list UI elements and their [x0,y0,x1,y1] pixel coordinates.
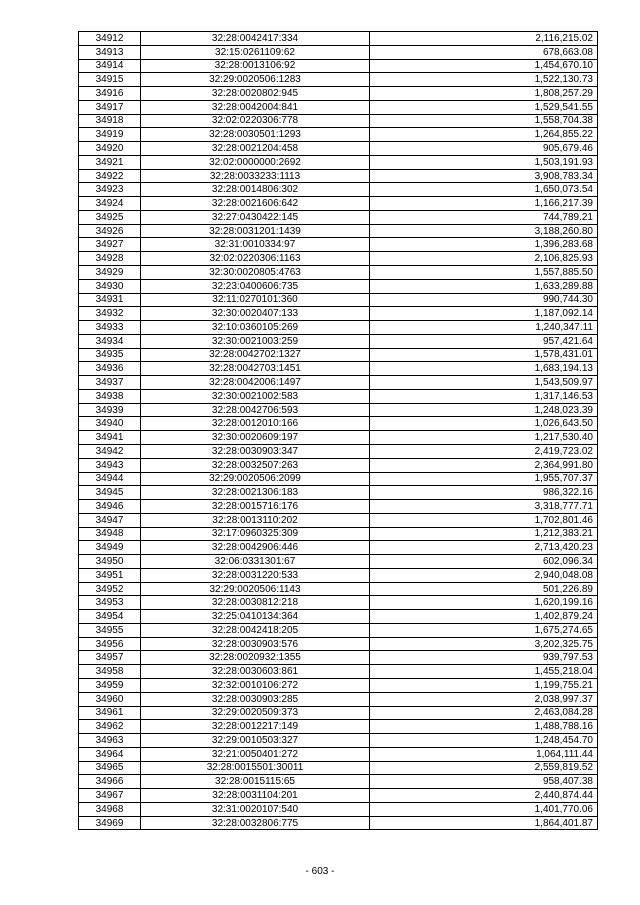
amount-cell: 1,401,770.06 [370,802,598,816]
amount-cell: 1,955,707.37 [370,472,598,486]
amount-cell: 678,663.08 [370,45,598,59]
amount-cell: 1,064,111.44 [370,747,598,761]
amount-cell: 1,240,347.11 [370,321,598,335]
amount-cell: 1,864,401.87 [370,816,598,830]
cadastral-number-cell: 32:30:0020609:197 [141,431,370,445]
amount-cell: 2,419,723.02 [370,444,598,458]
row-id-cell: 34958 [79,665,141,679]
cadastral-number-cell: 32:28:0033233:1113 [141,169,370,183]
table-row [79,279,598,293]
amount-cell: 3,908,783.34 [370,169,598,183]
cadastral-number-cell: 32:21:0050401:272 [141,747,370,761]
row-id-cell: 34944 [79,472,141,486]
cadastral-number-cell: 32:28:0015501:30011 [141,761,370,775]
table-row [79,582,598,596]
row-id-cell: 34921 [79,155,141,169]
row-id-cell: 34939 [79,403,141,417]
amount-cell: 602,096.34 [370,555,598,569]
cadastral-number-cell: 32:28:0031201:1439 [141,224,370,238]
cadastral-number-cell: 32:15:0261109:62 [141,45,370,59]
table-row [79,155,598,169]
cadastral-number-cell: 32:28:0030812:218 [141,596,370,610]
row-id-cell: 34961 [79,706,141,720]
row-id-cell: 34945 [79,486,141,500]
table-row [79,541,598,555]
amount-cell: 1,166,217.39 [370,197,598,211]
amount-cell: 1,633,289.88 [370,279,598,293]
cadastral-number-cell: 32:28:0020802:945 [141,87,370,101]
amount-cell: 1,317,146.53 [370,389,598,403]
row-id-cell: 34942 [79,444,141,458]
row-id-cell: 34925 [79,210,141,224]
amount-cell: 3,188,260.80 [370,224,598,238]
data-table [78,31,598,830]
row-id-cell: 34948 [79,527,141,541]
table-row [79,114,598,128]
row-id-cell: 34927 [79,238,141,252]
row-id-cell: 34915 [79,73,141,87]
row-id-cell: 34920 [79,142,141,156]
cadastral-number-cell: 32:29:0020509:373 [141,706,370,720]
table-row [79,706,598,720]
row-id-cell: 34943 [79,458,141,472]
table-row [79,169,598,183]
cadastral-number-cell: 32:29:0020506:1283 [141,73,370,87]
cadastral-number-cell: 32:28:0042702:1327 [141,348,370,362]
row-id-cell: 34922 [79,169,141,183]
row-id-cell: 34957 [79,651,141,665]
table-row [79,417,598,431]
table-row [79,252,598,266]
row-id-cell: 34918 [79,114,141,128]
cadastral-number-cell: 32:28:0032806:775 [141,816,370,830]
table-row [79,665,598,679]
amount-cell: 2,038,997.37 [370,692,598,706]
cadastral-number-cell: 32:29:0020506:2099 [141,472,370,486]
table-row [79,45,598,59]
cadastral-number-cell: 32:31:0020107:540 [141,802,370,816]
row-id-cell: 34912 [79,32,141,46]
cadastral-number-cell: 32:02:0220306:778 [141,114,370,128]
table-row [79,183,598,197]
cadastral-number-cell: 32:28:0042706:593 [141,403,370,417]
cadastral-number-cell: 32:28:0021306:183 [141,486,370,500]
table-row [79,500,598,514]
row-id-cell: 34913 [79,45,141,59]
row-id-cell: 34955 [79,623,141,637]
cadastral-number-cell: 32:02:0000000:2692 [141,155,370,169]
row-id-cell: 34953 [79,596,141,610]
cadastral-number-cell: 32:23:0400606:735 [141,279,370,293]
row-id-cell: 34935 [79,348,141,362]
cadastral-number-cell: 32:28:0030501:1293 [141,128,370,142]
amount-cell: 958,407.38 [370,775,598,789]
cadastral-number-cell: 32:28:0012217:149 [141,720,370,734]
amount-cell: 957,421.64 [370,334,598,348]
cadastral-number-cell: 32:28:0012010:166 [141,417,370,431]
table-row [79,197,598,211]
cadastral-number-cell: 32:31:0010334:97 [141,238,370,252]
row-id-cell: 34941 [79,431,141,445]
table-row [79,555,598,569]
amount-cell: 501,226.89 [370,582,598,596]
table-row [79,802,598,816]
table-row [79,307,598,321]
row-id-cell: 34923 [79,183,141,197]
amount-cell: 905,679.46 [370,142,598,156]
row-id-cell: 34940 [79,417,141,431]
cadastral-number-cell: 32:28:0031104:201 [141,789,370,803]
table-row [79,87,598,101]
amount-cell: 1,217,530.40 [370,431,598,445]
row-id-cell: 34930 [79,279,141,293]
amount-cell: 2,116,215.02 [370,32,598,46]
row-id-cell: 34963 [79,734,141,748]
row-id-cell: 34962 [79,720,141,734]
cadastral-number-cell: 32:17:0960325:309 [141,527,370,541]
cadastral-number-cell: 32:10:0360105:269 [141,321,370,335]
amount-cell: 1,702,801.46 [370,513,598,527]
amount-cell: 1,248,023.39 [370,403,598,417]
table-body [79,32,598,830]
table-row [79,734,598,748]
amount-cell: 1,488,788.16 [370,720,598,734]
amount-cell: 1,264,855.22 [370,128,598,142]
table-row [79,59,598,73]
amount-cell: 2,713,420.23 [370,541,598,555]
amount-cell: 744,789.21 [370,210,598,224]
row-id-cell: 34936 [79,362,141,376]
row-id-cell: 34952 [79,582,141,596]
table-row [79,747,598,761]
table-row [79,692,598,706]
table-row [79,610,598,624]
cadastral-number-cell: 32:28:0015115:65 [141,775,370,789]
table-row [79,224,598,238]
amount-cell: 1,683,194.13 [370,362,598,376]
table-row [79,293,598,307]
amount-cell: 1,248,454.70 [370,734,598,748]
cadastral-number-cell: 32:11:0270101:360 [141,293,370,307]
cadastral-number-cell: 32:28:0030903:347 [141,444,370,458]
table-row [79,458,598,472]
row-id-cell: 34929 [79,266,141,280]
row-id-cell: 34951 [79,568,141,582]
amount-cell: 1,026,643.50 [370,417,598,431]
row-id-cell: 34947 [79,513,141,527]
row-id-cell: 34954 [79,610,141,624]
page-number: - 603 - [305,866,335,877]
cadastral-number-cell: 32:28:0030903:285 [141,692,370,706]
cadastral-number-cell: 32:29:0020506:1143 [141,582,370,596]
row-id-cell: 34919 [79,128,141,142]
cadastral-number-cell: 32:28:0031220:533 [141,568,370,582]
cadastral-number-cell: 32:28:0021606:642 [141,197,370,211]
table-row [79,348,598,362]
table-row [79,513,598,527]
table-row [79,376,598,390]
table-row [79,334,598,348]
amount-cell: 3,202,325.75 [370,637,598,651]
row-id-cell: 34933 [79,321,141,335]
table-row [79,444,598,458]
amount-cell: 1,522,130.73 [370,73,598,87]
table-row [79,816,598,830]
amount-cell: 939,797.53 [370,651,598,665]
amount-cell: 2,440,874.44 [370,789,598,803]
cadastral-number-cell: 32:28:0021204:458 [141,142,370,156]
cadastral-number-cell: 32:28:0030903:576 [141,637,370,651]
cadastral-number-cell: 32:30:0021002:583 [141,389,370,403]
table-row [79,472,598,486]
table-row [79,623,598,637]
amount-cell: 2,463,084.28 [370,706,598,720]
amount-cell: 1,675,274.65 [370,623,598,637]
amount-cell: 1,620,199.16 [370,596,598,610]
amount-cell: 1,454,670.10 [370,59,598,73]
cadastral-number-cell: 32:30:0021003:259 [141,334,370,348]
row-id-cell: 34966 [79,775,141,789]
cadastral-number-cell: 32:28:0032507:263 [141,458,370,472]
cadastral-number-cell: 32:28:0042004:841 [141,100,370,114]
amount-cell: 1,503,191.93 [370,155,598,169]
amount-cell: 1,402,879.24 [370,610,598,624]
row-id-cell: 34938 [79,389,141,403]
row-id-cell: 34965 [79,761,141,775]
amount-cell: 1,199,755.21 [370,678,598,692]
table-row [79,266,598,280]
table-row [79,720,598,734]
table-row [79,32,598,46]
table-row [79,527,598,541]
amount-cell: 1,543,509.97 [370,376,598,390]
row-id-cell: 34916 [79,87,141,101]
cadastral-number-cell: 32:28:0020932:1355 [141,651,370,665]
cadastral-number-cell: 32:02:0220306:1163 [141,252,370,266]
amount-cell: 1,558,704.38 [370,114,598,128]
cadastral-number-cell: 32:28:0030603:861 [141,665,370,679]
cadastral-number-cell: 32:28:0042703:1451 [141,362,370,376]
table-row [79,210,598,224]
row-id-cell: 34931 [79,293,141,307]
row-id-cell: 34924 [79,197,141,211]
amount-cell: 2,106,825.93 [370,252,598,266]
table-row [79,568,598,582]
row-id-cell: 34928 [79,252,141,266]
amount-cell: 1,650,073.54 [370,183,598,197]
table-row [79,761,598,775]
cadastral-number-cell: 32:28:0042006:1497 [141,376,370,390]
row-id-cell: 34932 [79,307,141,321]
row-id-cell: 34914 [79,59,141,73]
cadastral-number-cell: 32:30:0020805:4763 [141,266,370,280]
amount-cell: 1,529,541.55 [370,100,598,114]
row-id-cell: 34960 [79,692,141,706]
row-id-cell: 34917 [79,100,141,114]
amount-cell: 2,559,819.52 [370,761,598,775]
row-id-cell: 34959 [79,678,141,692]
table-row [79,142,598,156]
row-id-cell: 34968 [79,802,141,816]
row-id-cell: 34950 [79,555,141,569]
amount-cell: 990,744.30 [370,293,598,307]
amount-cell: 1,396,283.68 [370,238,598,252]
table-row [79,775,598,789]
amount-cell: 1,557,885.50 [370,266,598,280]
amount-cell: 2,364,991.80 [370,458,598,472]
table-row [79,238,598,252]
row-id-cell: 34937 [79,376,141,390]
cadastral-number-cell: 32:28:0015716:176 [141,500,370,514]
table-row [79,651,598,665]
cadastral-number-cell: 32:06:0331301:67 [141,555,370,569]
cadastral-number-cell: 32:28:0013110:202 [141,513,370,527]
table-row [79,362,598,376]
cadastral-number-cell: 32:25:0410134:364 [141,610,370,624]
table-row [79,789,598,803]
row-id-cell: 34969 [79,816,141,830]
table-row [79,73,598,87]
cadastral-number-cell: 32:32:0010106:272 [141,678,370,692]
cadastral-number-cell: 32:28:0013106:92 [141,59,370,73]
amount-cell: 3,318,777.71 [370,500,598,514]
table-row [79,431,598,445]
row-id-cell: 34934 [79,334,141,348]
cadastral-number-cell: 32:29:0010503:327 [141,734,370,748]
amount-cell: 1,808,257.29 [370,87,598,101]
amount-cell: 1,455,218.04 [370,665,598,679]
table-row [79,321,598,335]
amount-cell: 2,940,048.08 [370,568,598,582]
row-id-cell: 34956 [79,637,141,651]
amount-cell: 1,212,383.21 [370,527,598,541]
row-id-cell: 34967 [79,789,141,803]
table-row [79,100,598,114]
table-row [79,403,598,417]
row-id-cell: 34946 [79,500,141,514]
amount-cell: 986,322.16 [370,486,598,500]
cadastral-number-cell: 32:28:0014806:302 [141,183,370,197]
amount-cell: 1,578,431.01 [370,348,598,362]
cadastral-number-cell: 32:28:0042417:334 [141,32,370,46]
amount-cell: 1,187,092.14 [370,307,598,321]
table-row [79,596,598,610]
table-row [79,637,598,651]
cadastral-number-cell: 32:28:0042418:205 [141,623,370,637]
row-id-cell: 34926 [79,224,141,238]
row-id-cell: 34949 [79,541,141,555]
cadastral-number-cell: 32:28:0042906:446 [141,541,370,555]
table-row [79,389,598,403]
table-row [79,678,598,692]
row-id-cell: 34964 [79,747,141,761]
table-row [79,486,598,500]
cadastral-number-cell: 32:27:0430422:145 [141,210,370,224]
table-row [79,128,598,142]
cadastral-number-cell: 32:30:0020407:133 [141,307,370,321]
